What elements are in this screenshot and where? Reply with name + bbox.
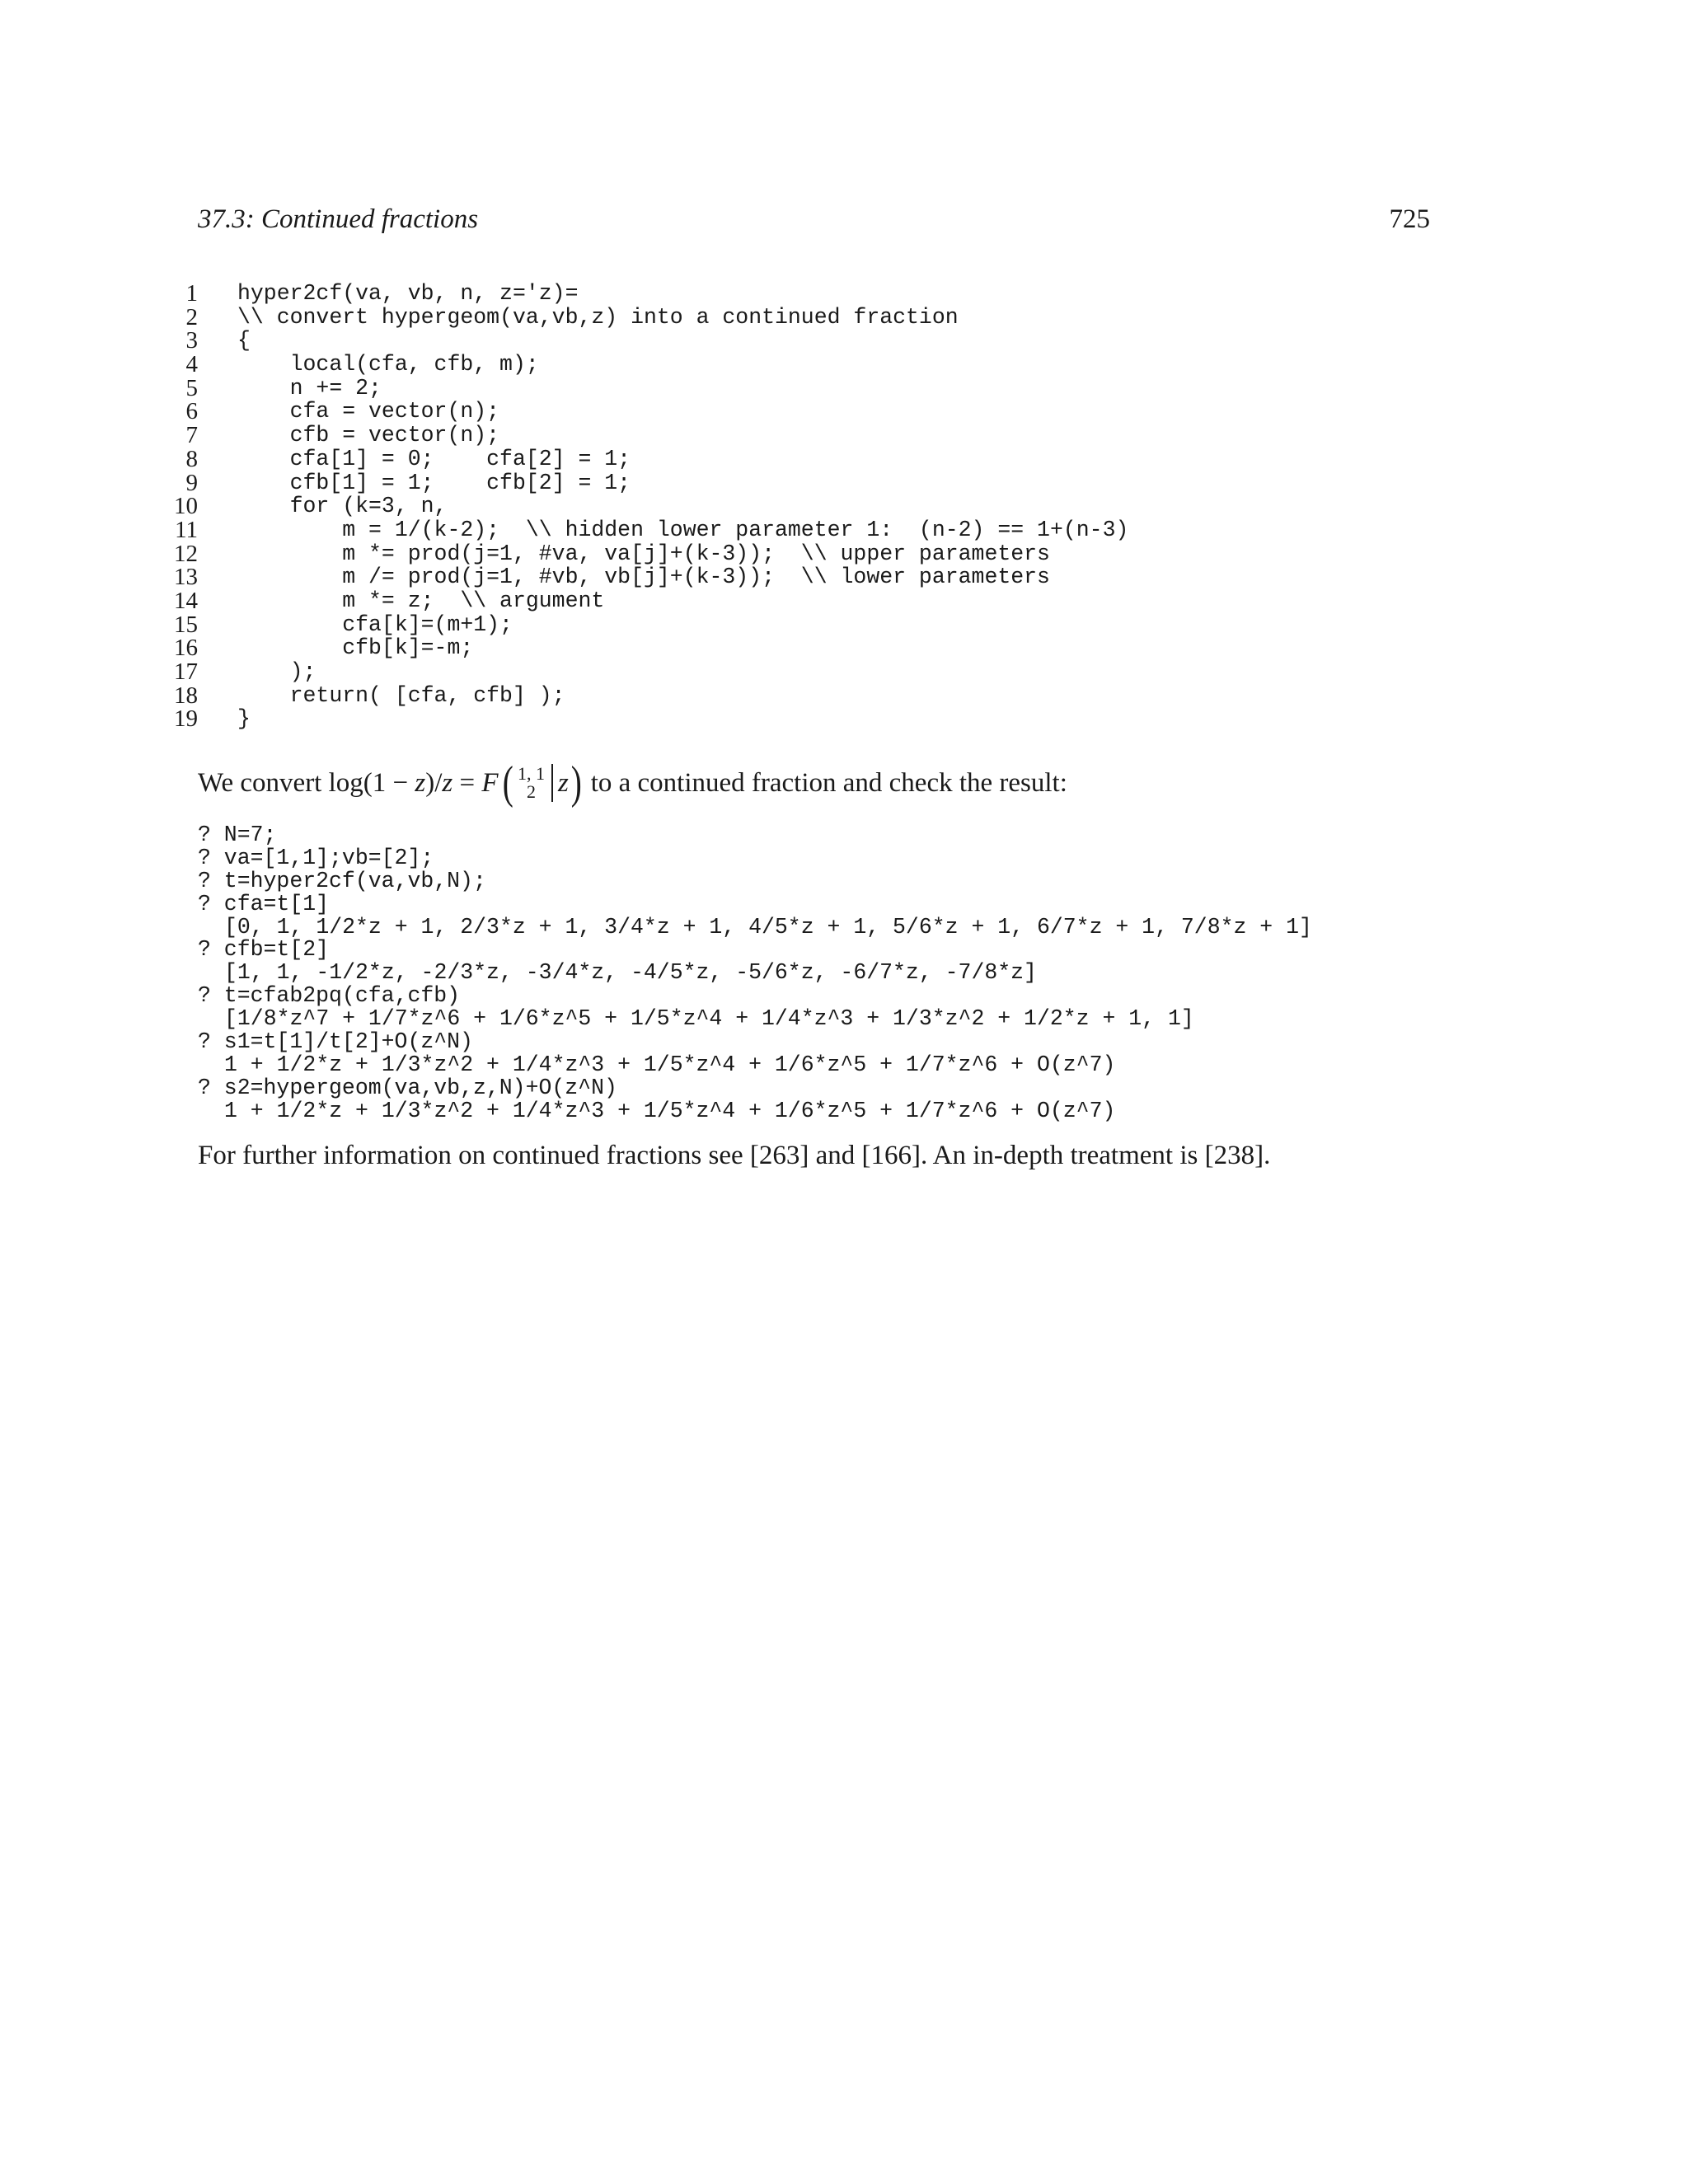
page-number: 725 [1389,204,1430,234]
session-input-line: ? va=[1,1];vb=[2]; [198,845,434,870]
line-number: 12 [174,540,198,567]
lower-params: 2 [526,781,536,802]
line-number: 8 [185,445,198,472]
code-text: m *= z; \\ argument [237,588,605,613]
line-number: 4 [185,351,198,378]
session-input-line: ? s2=hypergeom(va,vb,z,N)+O(z^N) [198,1075,617,1100]
session-output-line: 1 + 1/2*z + 1/3*z^2 + 1/4*z^3 + 1/5*z^4 + 1/6*z^5 + 1/7*z^6 + O(z^7) [224,1052,1116,1077]
hypergeometric-expression [481,757,584,808]
line-number: 16 [174,635,198,662]
code-text: cfa[k]=(m+1); [237,612,513,637]
intro-paragraph [198,757,1067,808]
math-equals: = [452,768,482,798]
session-input-line: ? t=hyper2cf(va,vb,N); [198,868,486,893]
code-text: for (k=3, n, [237,494,448,519]
code-text: cfb[k]=-m; [237,635,474,661]
line-number: 11 [175,516,198,543]
line-number: 9 [185,469,198,496]
code-text: local(cfa, cfb, m); [237,352,539,377]
code-text: cfb = vector(n); [237,423,500,448]
line-number: 17 [174,658,198,685]
outro-paragraph: For further information on continued fractions see [263] and [166]. An in-depth treatment is [238]. [198,1141,1271,1170]
code-text: cfa[1] = 0; cfa[2] = 1; [237,446,631,471]
separator-bar [551,764,553,802]
session-output-line: [1/8*z^7 + 1/7*z^6 + 1/6*z^5 + 1/5*z^4 + 1/4*z^3 + 1/3*z^2 + 1/2*z + 1, 1] [224,1006,1194,1032]
math-var-z-2: z [442,768,453,798]
code-text: return( [cfa, cfb] ); [237,682,565,708]
code-text: cfb[1] = 1; cfb[2] = 1; [237,470,631,495]
section-title: 37.3: Continued fractions [198,204,479,234]
code-text: m = 1/(k-2); \\ hidden lower parameter 1: (n-2) == 1+(n-3) [237,517,1129,542]
session-input-line: ? cfb=t[2] [198,937,330,963]
code-text: cfa = vector(n); [237,399,500,424]
session-input-line: ? s1=t[1]/t[2]+O(z^N) [198,1029,473,1055]
code-text: { [237,328,251,354]
line-number: 6 [185,398,198,425]
session-input-line: ? t=cfab2pq(cfa,cfb) [198,983,461,1009]
upper-params: 1, 1 [517,763,545,784]
session-output-line: [0, 1, 1/2*z + 1, 2/3*z + 1, 3/4*z + 1, 4/5*z + 1, 5/6*z + 1, 6/7*z + 1, 7/8*z + 1] [224,914,1312,940]
session-input-line: ? cfa=t[1] [198,891,330,916]
session-output-line: 1 + 1/2*z + 1/3*z^2 + 1/4*z^3 + 1/5*z^4 + 1/6*z^5 + 1/7*z^6 + O(z^7) [224,1098,1116,1123]
line-number: 1 [185,280,198,307]
line-number: 14 [174,587,198,614]
line-number: 7 [185,422,198,449]
line-number: 5 [185,374,198,401]
code-text: ); [237,659,316,684]
code-text: n += 2; [237,375,382,401]
line-number: 18 [174,682,198,709]
line-number: 2 [185,303,198,330]
code-text: hyper2cf(va, vb, n, z='z)= [237,281,579,306]
hypergeometric-params [518,765,545,801]
right-paren: ) [570,757,582,808]
code-text: m *= prod(j=1, #va, va[j]+(k-3)); \\ upper parameters [237,541,1050,566]
session-input-line: ? N=7; [198,823,277,847]
intro-text-tail: to a continued fraction and check the result: [584,768,1067,798]
left-paren: ( [503,757,514,808]
intro-text-log-close: )/ [425,768,443,798]
line-number: 3 [185,327,198,354]
code-text: } [237,706,251,732]
code-text: \\ convert hypergeom(va,vb,z) into a continued fraction [237,304,959,330]
intro-text-before: We convert log(1 − [198,768,415,798]
line-number: 10 [174,493,198,520]
math-func-F: F [481,768,499,798]
line-number: 13 [174,564,198,591]
gp-session-transcript [198,824,1312,1123]
math-arg: z [557,768,569,798]
math-var-z: z [415,768,426,798]
line-number: 15 [174,611,198,638]
session-output-line: [1, 1, -1/2*z, -2/3*z, -3/4*z, -4/5*z, -5/6*z, -6/7*z, -7/8*z] [224,960,1037,986]
page-header [198,203,1430,239]
code-text: m /= prod(j=1, #vb, vb[j]+(k-3)); \\ lower parameters [237,565,1050,590]
line-number: 19 [174,705,198,733]
